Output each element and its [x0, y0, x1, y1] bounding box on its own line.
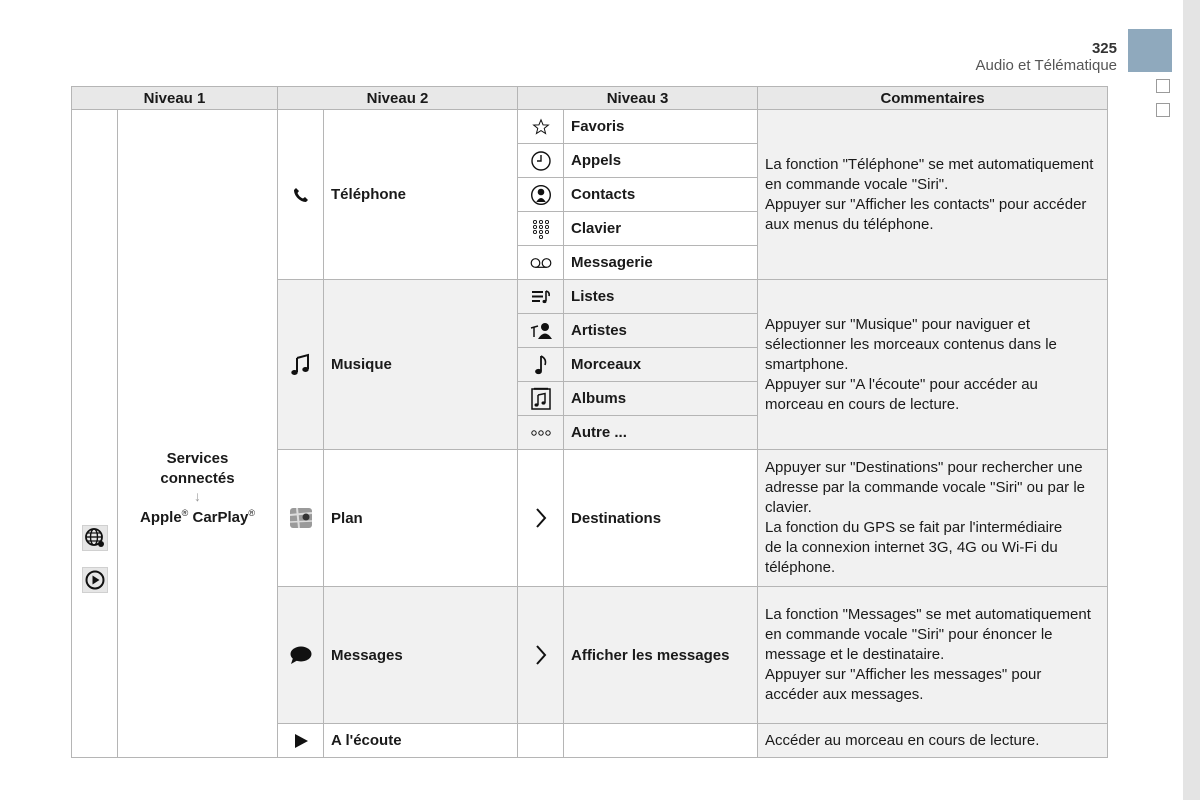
services-line-2: connectés [160, 470, 235, 487]
telephone-comment [758, 110, 1108, 280]
table-row [72, 110, 1108, 144]
header-niveau-1: Niveau 1 [72, 87, 278, 110]
musique-label: Musique [324, 280, 518, 450]
clock-icon [530, 150, 552, 172]
favoris-label: Favoris [564, 110, 758, 144]
comment-line: en commande vocale "Siri". [765, 175, 949, 193]
telephone-label: Téléphone [324, 110, 518, 280]
ecoute-comment: Accéder au morceau en cours de lecture. [758, 724, 1108, 758]
comment-line: sélectionner les morceaux contenus dans le [765, 335, 1057, 353]
ecoute-label: A l'écoute [324, 724, 518, 758]
comment-line: adresse par la commande vocale "Siri" ou par le [765, 479, 1086, 496]
plan-label: Plan [324, 450, 518, 587]
map-icon [289, 506, 313, 530]
artistes-icon-cell [518, 314, 564, 348]
registered-mark: ® [248, 508, 255, 518]
artist-icon [529, 322, 553, 340]
messagerie-label: Messagerie [564, 246, 758, 280]
destinations-icon-cell [518, 450, 564, 587]
messagerie-icon-cell [518, 246, 564, 280]
music-note-icon [290, 353, 312, 377]
messages-icon-cell [278, 587, 324, 724]
section-title: Audio et Télématique [975, 57, 1117, 74]
side-margin-bar [1183, 0, 1200, 800]
comment-line: Appuyer sur "A l'écoute" pour accéder au [765, 375, 1038, 393]
albums-icon-cell [518, 382, 564, 416]
autre-label: Autre ... [564, 416, 758, 450]
plan-comment [758, 450, 1108, 587]
menu-table [71, 86, 1108, 758]
contacts-label: Contacts [564, 178, 758, 212]
artistes-label: Artistes [564, 314, 758, 348]
header-niveau-3: Niveau 3 [518, 87, 758, 110]
header-commentaires: Commentaires [758, 87, 1108, 110]
comment-line: message et le destinataire. [765, 646, 945, 663]
comment-line: de la connexion internet 3G, 4G ou Wi-Fi du [765, 539, 1058, 556]
comment-line: Appuyer sur "Afficher les contacts" pour accéder [765, 195, 1087, 213]
eighth-note-icon [533, 354, 549, 376]
albums-label: Albums [564, 382, 758, 416]
comment-line: La fonction "Téléphone" se met automatiquement [765, 155, 1094, 173]
appels-label: Appels [564, 144, 758, 178]
morceaux-icon-cell [518, 348, 564, 382]
speech-bubble-icon [289, 645, 313, 665]
contact-person-icon [530, 184, 552, 206]
registered-mark: ® [181, 508, 189, 518]
comment-line: aux menus du téléphone. [765, 215, 934, 233]
comment-line: smartphone. [765, 355, 849, 373]
globe-services-icon [82, 525, 108, 551]
playlist-icon [531, 289, 551, 305]
musique-icon-cell [278, 280, 324, 450]
afficher-messages-icon-cell [518, 587, 564, 724]
afficher-messages-label: Afficher les messages [564, 587, 758, 724]
voicemail-icon [529, 256, 553, 270]
table-header-row [72, 87, 1108, 110]
comment-line: Appuyer sur "Afficher les messages" pour [765, 666, 1042, 683]
comment-line: accéder aux messages. [765, 686, 924, 703]
comment-line: en commande vocale "Siri" pour énoncer le [765, 626, 1053, 643]
comment-line: téléphone. [765, 559, 836, 576]
contacts-icon-cell [518, 178, 564, 212]
album-icon [530, 387, 552, 411]
comment-line: morceau en cours de lecture. [765, 395, 960, 413]
comment-line: Appuyer sur "Musique" pour naviguer et [765, 315, 1031, 333]
comment-line: La fonction "Messages" se met automatiquement [765, 606, 1091, 623]
checkbox-square-icon [1156, 103, 1170, 117]
chevron-right-icon [534, 644, 548, 666]
clavier-label: Clavier [564, 212, 758, 246]
listes-icon-cell [518, 280, 564, 314]
level1-icons-cell [72, 110, 118, 758]
ecoute-icon-cell [278, 724, 324, 758]
carplay-icon [82, 567, 108, 593]
checkbox-square-icon [1156, 79, 1170, 93]
empty-cell [564, 724, 758, 758]
play-triangle-icon [293, 733, 309, 749]
autre-icon-cell [518, 416, 564, 450]
more-dots-icon [530, 429, 552, 437]
carplay-label: CarPlay [192, 509, 249, 526]
header-niveau-2: Niveau 2 [278, 87, 518, 110]
chevron-right-icon [534, 507, 548, 529]
musique-comment [758, 280, 1108, 450]
comment-line: La fonction du GPS se fait par l'intermédiaire [765, 519, 1063, 536]
destinations-label: Destinations [564, 450, 758, 587]
favoris-icon-cell [518, 110, 564, 144]
empty-cell [518, 724, 564, 758]
apple-label: Apple [140, 509, 182, 526]
appels-icon-cell [518, 144, 564, 178]
listes-label: Listes [564, 280, 758, 314]
chapter-tab [1128, 29, 1172, 72]
messages-comment [758, 587, 1108, 724]
arrow-down-icon: ↓ [194, 488, 201, 504]
star-outline-icon [532, 118, 550, 136]
page-number: 325 [1091, 40, 1117, 57]
services-line-1: Services [166, 450, 229, 467]
messages-label: Messages [324, 587, 518, 724]
comment-line: clavier. [765, 499, 812, 516]
comment-line: Appuyer sur "Destinations" pour rechercher une [765, 459, 1083, 476]
clavier-icon-cell [518, 212, 564, 246]
phone-handset-icon [291, 185, 311, 205]
plan-icon-cell [278, 450, 324, 587]
level1-services-cell [118, 110, 278, 758]
morceaux-label: Morceaux [564, 348, 758, 382]
telephone-icon-cell [278, 110, 324, 280]
keypad-icon [530, 218, 552, 240]
